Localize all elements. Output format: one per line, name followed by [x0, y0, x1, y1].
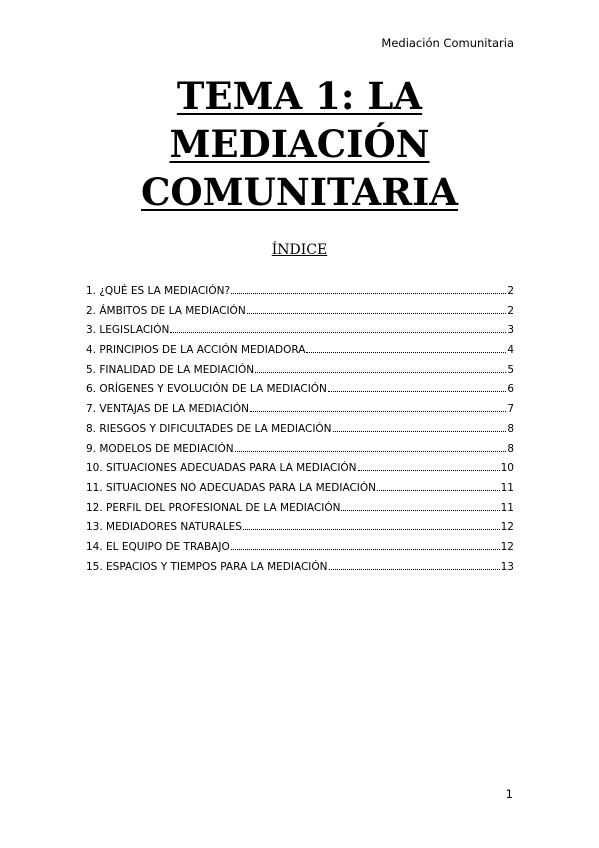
toc-dot-leader: [329, 560, 500, 570]
toc-entry-page: 5: [507, 363, 514, 376]
title-line-1: TEMA 1: LA: [176, 74, 423, 118]
toc-dot-leader: [170, 323, 506, 333]
title-line-3: COMUNITARIA: [140, 170, 458, 214]
toc-dot-leader: [250, 402, 506, 412]
toc-entry[interactable]: [86, 323, 514, 343]
page-number: 1: [505, 787, 513, 801]
toc-entry-label: 10. SITUACIONES ADECUADAS PARA LA MEDIACIÓN: [86, 462, 357, 475]
toc-entry[interactable]: [86, 442, 514, 462]
toc-entry-page: 12: [500, 540, 514, 553]
table-of-contents: [86, 284, 514, 579]
toc-entry-label: 14. EL EQUIPO DE TRABAJO: [86, 540, 230, 553]
toc-entry-label: 7. VENTAJAS DE LA MEDIACIÓN: [86, 403, 249, 416]
toc-dot-leader: [235, 442, 507, 452]
toc-entry-page: 13: [500, 560, 514, 573]
toc-entry-page: 2: [507, 285, 514, 297]
toc-dot-leader: [231, 540, 500, 550]
toc-entry-label: 9. MODELOS DE MEDIACIÓN: [86, 442, 234, 455]
toc-dot-leader: [255, 363, 506, 373]
toc-entry[interactable]: [86, 422, 514, 442]
toc-entry[interactable]: [86, 461, 514, 481]
toc-entry-page: 12: [500, 521, 514, 534]
toc-entry-page: 7: [507, 403, 514, 416]
toc-dot-leader: [328, 382, 506, 392]
toc-entry-page: 8: [507, 422, 514, 435]
toc-entry-label: 3. LEGISLACIÓN: [86, 324, 170, 337]
toc-dot-leader: [231, 284, 506, 294]
toc-entry-label: 6. ORÍGENES Y EVOLUCIÓN DE LA MEDIACIÓN: [86, 383, 327, 396]
toc-entry-label: 15. ESPACIOS Y TIEMPOS PARA LA MEDIACIÓN: [86, 560, 328, 573]
document-title: [0, 72, 599, 216]
toc-entry-label: 8. RIESGOS Y DIFICULTADES DE LA MEDIACIÓN: [86, 422, 332, 435]
toc-dot-leader: [341, 501, 499, 511]
index-heading: ÍNDICE: [271, 242, 328, 258]
toc-dot-leader: [247, 304, 507, 314]
toc-dot-leader: [358, 461, 500, 471]
toc-entry-page: 11: [500, 501, 514, 514]
toc-entry-label: 12. PERFIL DEL PROFESIONAL DE LA MEDIACIÓN: [86, 501, 341, 514]
toc-dot-leader: [243, 520, 500, 530]
toc-entry[interactable]: [86, 304, 514, 324]
running-header: Mediación Comunitaria: [381, 36, 514, 50]
toc-entry-label: 1. ¿QUÉ ES LA MEDIACIÓN?: [86, 285, 231, 297]
toc-entry[interactable]: [86, 382, 514, 402]
toc-entry[interactable]: [86, 560, 514, 580]
toc-entry-page: 4: [507, 344, 514, 357]
toc-entry-page: 2: [507, 304, 514, 317]
toc-entry-label: 13. MEDIADORES NATURALES: [86, 521, 242, 534]
toc-entry-label: 11. SITUACIONES NO ADECUADAS PARA LA MEDIACIÓN: [86, 481, 376, 494]
toc-entry-page: 6: [507, 383, 514, 396]
toc-entry-label: 4. PRINCIPIOS DE LA ACCIÓN MEDIADORA: [86, 344, 306, 357]
toc-entry[interactable]: [86, 363, 514, 383]
toc-entry-page: 8: [507, 442, 514, 455]
toc-entry[interactable]: [86, 501, 514, 521]
toc-entry[interactable]: [86, 402, 514, 422]
toc-entry-label: 2. ÁMBITOS DE LA MEDIACIÓN: [86, 304, 246, 317]
toc-entry[interactable]: [86, 343, 514, 363]
toc-dot-leader: [306, 343, 506, 353]
toc-entry-page: 3: [507, 324, 514, 337]
toc-dot-leader: [377, 481, 500, 491]
toc-entry-page: 11: [500, 481, 514, 494]
title-line-2: MEDIACIÓN: [169, 122, 430, 166]
toc-entry[interactable]: [86, 284, 514, 304]
toc-entry[interactable]: [86, 520, 514, 540]
toc-entry-page: 10: [500, 462, 514, 475]
toc-entry[interactable]: [86, 540, 514, 560]
toc-entry-label: 5. FINALIDAD DE LA MEDIACIÓN: [86, 363, 255, 376]
toc-dot-leader: [333, 422, 507, 432]
toc-entry[interactable]: [86, 481, 514, 501]
